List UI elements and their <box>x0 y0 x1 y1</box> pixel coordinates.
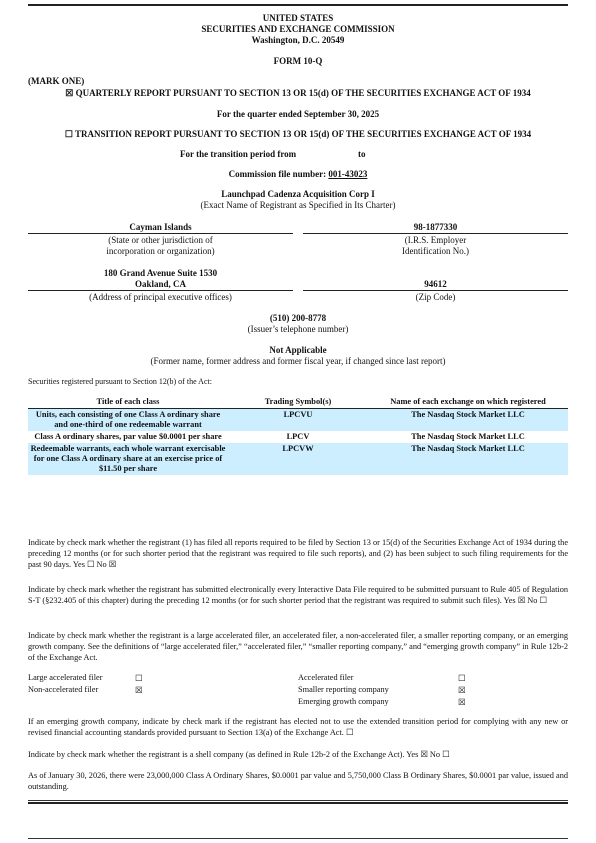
irs-caption-1: (I.R.S. Employer <box>404 235 467 245</box>
emerging-growth-label: Emerging growth company <box>298 697 389 706</box>
state-caption-2: incorporation or organization) <box>106 246 215 256</box>
phone-caption: (Issuer’s telephone number) <box>247 324 349 334</box>
transition-report-line: ☐ TRANSITION REPORT PURSUANT TO SECTION 13 OR 15(d) OF THE SECURITIES EXCHANGE ACT OF 1934 <box>64 129 532 139</box>
page-end-rule <box>28 838 568 839</box>
address-line-1: 180 Grand Avenue Suite 1530 <box>103 268 218 278</box>
transition-to: to <box>358 149 366 159</box>
interactive-data-paragraph: Indicate by check mark whether the registrant has submitted electronically every Interactive Data File required to be submitted pursuant to Rule 405 of Regulation S-T (§232.405 of this chapter) during the preceding 12 months (or for such shorter period that the registrant was required to submit such files). Yes ☒ No ☐ <box>28 585 568 605</box>
zip-value: 94612 <box>424 279 447 289</box>
large-accelerated-label: Large accelerated filer <box>28 673 103 682</box>
transition-from: For the transition period from <box>180 149 297 159</box>
outstanding-shares-paragraph: As of January 30, 2026, there were 23,000,000 Class A Ordinary Shares, $0.0001 par value and 5,750,000 Class B Ordinary Shares, $0.0001 par value, issued and outstanding. <box>28 771 568 791</box>
state-underline <box>28 233 293 234</box>
zip-caption: (Zip Code) <box>415 292 456 302</box>
irs-underline <box>303 233 568 234</box>
state-value: Cayman Islands <box>129 222 192 232</box>
securities-intro: Securities registered pursuant to Section 12(b) of the Act: <box>28 377 212 386</box>
column-header: Title of each class <box>28 395 228 409</box>
quarterly-report-line: ☒ QUARTERLY REPORT PURSUANT TO SECTION 13 OR 15(d) OF THE SECURITIES EXCHANGE ACT OF 1934 <box>65 88 531 98</box>
header-line-2: SECURITIES AND EXCHANGE COMMISSION <box>201 24 395 34</box>
address-caption: (Address of principal executive offices) <box>89 292 232 302</box>
irs-caption-2: Identification No.) <box>402 246 469 256</box>
exchange-name: The Nasdaq Stock Market LLC <box>368 443 568 475</box>
emerging-growth-paragraph: If an emerging growth company, indicate by check mark if the registrant has elected not to use the extended transition period for complying with any new or revised financial accounting standards provided pursuant to Section 13(a) of the Exchange Act. ☐ <box>28 717 568 737</box>
form-title: FORM 10-Q <box>273 56 323 66</box>
former-name: Not Applicable <box>269 345 327 355</box>
zip-underline <box>303 290 568 291</box>
trading-symbol: LPCV <box>286 432 310 441</box>
commission-file <box>28 169 568 179</box>
securities-table <box>28 395 568 475</box>
non-accelerated-label: Non-accelerated filer <box>28 685 99 694</box>
trading-symbol: LPCVU <box>228 409 368 432</box>
class-title: Units, each consisting of one Class A ordinary share and one-third of one redeemable warrant <box>28 409 228 432</box>
shell-company-paragraph: Indicate by check mark whether the registrant is a shell company (as defined in Rule 12b-2 of the Exchange Act). Yes ☒ No ☐ <box>28 750 450 759</box>
accelerated-checkbox[interactable]: ☐ <box>458 674 466 683</box>
large-accelerated-checkbox[interactable]: ☐ <box>135 674 143 683</box>
irs-value: 98-1877330 <box>413 222 458 232</box>
mark-one: (MARK ONE) <box>28 76 85 86</box>
filing-status-paragraph: Indicate by check mark whether the registrant (1) has filed all reports required to be filed by Section 13 or 15(d) of the Securities Exchange Act of 1934 during the preceding 12 months (or for such shorter period that the registrant was required to file such reports), and (2) has been subject to such filing requirements for the past 90 days. Yes ☐ No ☒ <box>28 538 568 569</box>
non-accelerated-checkbox[interactable]: ☒ <box>135 686 143 695</box>
header-line-3: Washington, D.C. 20549 <box>251 35 345 45</box>
exchange-name: The Nasdaq Stock Market LLC <box>368 409 568 432</box>
top-rule <box>28 4 568 6</box>
quarter-ended: For the quarter ended September 30, 2025 <box>216 109 380 119</box>
class-title: Redeemable warrants, each whole warrant exercisable for one Class A ordinary share at an exercise price of $11.50 per share <box>28 443 228 475</box>
smaller-reporting-checkbox[interactable]: ☒ <box>458 686 466 695</box>
bottom-rule-1 <box>28 800 568 801</box>
emerging-growth-checkbox[interactable]: ☒ <box>458 698 466 707</box>
smaller-reporting-label: Smaller reporting company <box>298 685 389 694</box>
registrant-name: Launchpad Cadenza Acquisition Corp I <box>221 189 375 199</box>
address-underline <box>28 290 293 291</box>
table-row <box>28 431 568 443</box>
former-caption: (Former name, former address and former fiscal year, if changed since last report) <box>150 356 446 366</box>
table-row <box>28 443 568 475</box>
header-line-1: UNITED STATES <box>262 13 334 23</box>
table-header-row <box>28 395 568 409</box>
registrant-caption: (Exact Name of Registrant as Specified in Its Charter) <box>200 200 396 210</box>
commission-label: Commission file number: <box>228 169 329 179</box>
accelerated-label: Accelerated filer <box>298 673 354 682</box>
phone: (510) 200-8778 <box>269 313 327 323</box>
exchange-name: The Nasdaq Stock Market LLC <box>411 432 525 441</box>
state-caption-1: (State or other jurisdiction of <box>108 235 213 245</box>
address-line-2: Oakland, CA <box>134 279 187 289</box>
column-header: Name of each exchange on which registered <box>368 395 568 409</box>
filer-type-paragraph: Indicate by check mark whether the registrant is a large accelerated filer, an accelerated filer, a non-accelerated filer, a smaller reporting company, or an emerging growth company. See the definitions of “large accelerated filer,” “accelerated filer,” “smaller reporting company,” and “emerging growth company” in Rule 12b-2 of the Exchange Act. <box>28 631 568 662</box>
bottom-rule-2 <box>28 802 568 804</box>
trading-symbol: LPCVW <box>228 443 368 475</box>
table-row <box>28 409 568 432</box>
commission-number: 001-43023 <box>328 169 368 179</box>
class-title: Class A ordinary shares, par value $0.0001 per share <box>34 432 222 441</box>
column-header: Trading Symbol(s) <box>228 395 368 409</box>
